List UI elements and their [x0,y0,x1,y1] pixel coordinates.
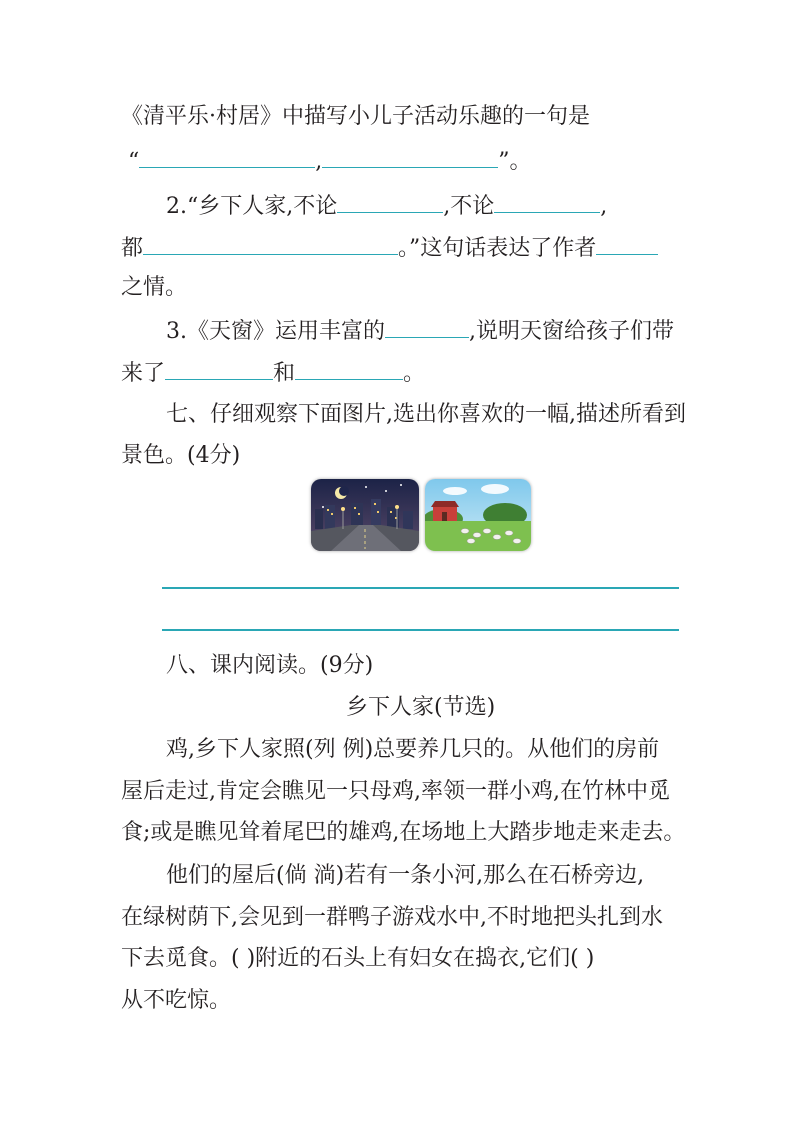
answer-blank[interactable] [596,232,658,255]
passage-title: 乡下人家(节选) [346,695,496,720]
q6-item1-line2: “ , ”。 [128,145,532,177]
passage-p2-line2: 在绿树荫下,会见到一群鸭子游戏水中,不时地把头扎到水 [121,905,663,930]
q6-item2-line2: 都 。”这句话表达了作者 [121,232,658,264]
passage-p1-line1: 鸡,乡下人家照(列 例)总要养几只的。从他们的房前 [166,737,660,762]
passage-p1-line2: 屋后走过,肯定会瞧见一只母鸡,率领一群小鸡,在竹林中觅 [121,779,670,804]
q7-heading-line2: 景色。(4分) [121,443,241,468]
answer-blank[interactable] [337,190,443,213]
q6-item2-line1: 2.“乡下人家,不论 ,不论 , [166,190,607,222]
passage-p2-line3: 下去觅食。( )附近的石头上有妇女在捣衣,它们( ) [121,946,595,971]
answer-blank[interactable] [385,315,469,338]
passage-p2-line4: 从不吃惊。 [121,988,232,1013]
countryside-sheep-image [425,479,531,551]
writing-line[interactable] [162,629,679,631]
q6-item1-text: 《清平乐·村居》中描写小儿子活动乐趣的一句是 [121,104,590,129]
q6-item3-line1: 3.《天窗》运用丰富的 ,说明天窗给孩子们带 [166,315,674,347]
q8-heading: 八、课内阅读。(9分) [166,653,374,678]
answer-blank[interactable] [165,357,273,380]
q6-item1-line1 [121,102,590,132]
night-city-svg [311,479,419,551]
passage-p2-line1: 他们的屋后(倘 淌)若有一条小河,那么在石桥旁边, [166,863,645,888]
answer-blank[interactable] [494,190,600,213]
passage-p1-line3: 食;或是瞧见耸着尾巴的雄鸡,在场地上大踏步地走来走去。 [121,820,686,845]
writing-line[interactable] [162,587,679,589]
q7-heading-line1: 七、仔细观察下面图片,选出你喜欢的一幅,描述所看到 [166,402,686,427]
answer-blank[interactable] [143,232,398,255]
countryside-svg [425,479,531,551]
q6-item2-line3: 之情。 [121,275,188,300]
answer-blank[interactable] [139,145,315,168]
answer-blank[interactable] [295,357,403,380]
answer-blank[interactable] [322,145,498,168]
night-city-road-image [311,479,419,551]
q6-item3-line2: 来了 和 。 [121,357,425,389]
